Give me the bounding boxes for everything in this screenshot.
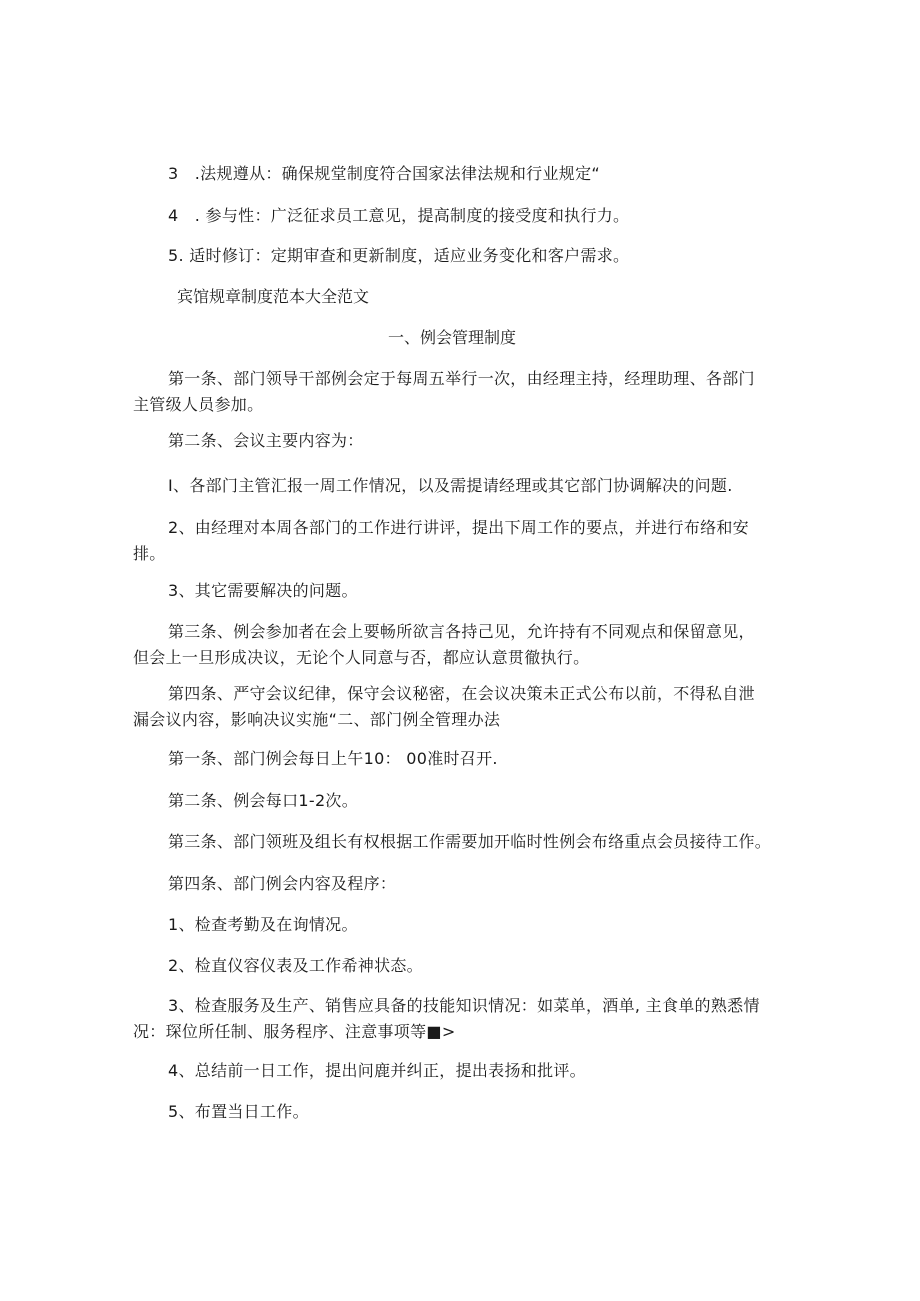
paragraph-line: 3、检查服务及生产、销售应具备的技能知识情况：如菜单，酒单, 主食单的熟悉情 bbox=[168, 996, 760, 1015]
rule-item-4-participation: 4 . 参与性：广泛征求员工意见，提高制度的接受度和执行力。 bbox=[168, 206, 630, 225]
paragraph-line: 第三条、例会参加者在会上要畅所欲言各持己见，允许持有不同观点和保留意见， bbox=[168, 622, 755, 641]
meeting-article-3: 第三条、部门领班及组长有权根据工作需要加开临时性例会布络重点会员接待工作。 bbox=[168, 832, 772, 851]
paragraph-line-continued: 排。 bbox=[133, 544, 166, 563]
procedure-item-5: 5、布置当日工作。 bbox=[168, 1102, 309, 1121]
list-item-1: I、各部门主管汇报一周工作情况，以及需提请经理或其它部门协调解决的问题. bbox=[168, 476, 733, 495]
meeting-article-2: 第二条、例会每口1-2次。 bbox=[168, 791, 359, 810]
paragraph-line: 第一条、部门领导干部例会定于每周五举行一次，由经理主持，经理助理、各部门 bbox=[168, 369, 755, 388]
procedure-item-4: 4、总结前一日工作，提出问鹿并纠正，提出表扬和批评。 bbox=[168, 1061, 586, 1080]
rule-item-3-compliance: 3 .法规遵从：确保规堂制度符合国家法律法规和行业规定“ bbox=[168, 164, 600, 183]
list-item-2-paragraph bbox=[133, 515, 793, 567]
procedure-item-3-paragraph bbox=[133, 993, 793, 1045]
document-title: 宾馆规章制度范本大全范文 bbox=[177, 287, 370, 306]
article-3-paragraph bbox=[133, 619, 793, 671]
procedure-item-1: 1、检查考勤及在询情况。 bbox=[168, 915, 358, 934]
paragraph-line-continued: 主管级人员参加。 bbox=[133, 395, 264, 414]
list-item-3: 3、其它需要解决的问题。 bbox=[168, 581, 358, 600]
article-2-heading: 第二条、会议主要内容为： bbox=[168, 431, 364, 450]
paragraph-line: 第四条、严守会议纪律，保守会议秘密，在会议决策未正式公布以前，不得私自泄 bbox=[168, 684, 755, 703]
article-4-paragraph bbox=[133, 681, 793, 733]
article-1-paragraph bbox=[133, 366, 793, 418]
paragraph-line: 2、由经理对本周各部门的工作进行讲评，提出下周工作的要点，并进行布络和安 bbox=[168, 518, 749, 537]
rule-item-5-revision: 5. 适时修订：定期审查和更新制度，适应业务变化和客户需求。 bbox=[168, 246, 630, 265]
section-heading: 一、例会管理制度 bbox=[388, 328, 517, 347]
meeting-article-4: 第四条、部门例会内容及程序： bbox=[168, 874, 397, 893]
paragraph-line-continued: 但会上一旦形成决议，无论个人同意与否，都应认意贯徹执行。 bbox=[133, 648, 590, 667]
meeting-article-1: 第一条、部门例会每日上午10： 00准时召开. bbox=[168, 749, 498, 768]
paragraph-line-continued: 漏会议内容，影响决议实施“二、部门例全管理办法 bbox=[133, 710, 501, 729]
procedure-item-2: 2、检直仪容仪表及工作希神状态。 bbox=[168, 956, 423, 975]
paragraph-line-continued: 况：琛位所任制、服务程序、注意事项等■> bbox=[133, 1022, 456, 1041]
